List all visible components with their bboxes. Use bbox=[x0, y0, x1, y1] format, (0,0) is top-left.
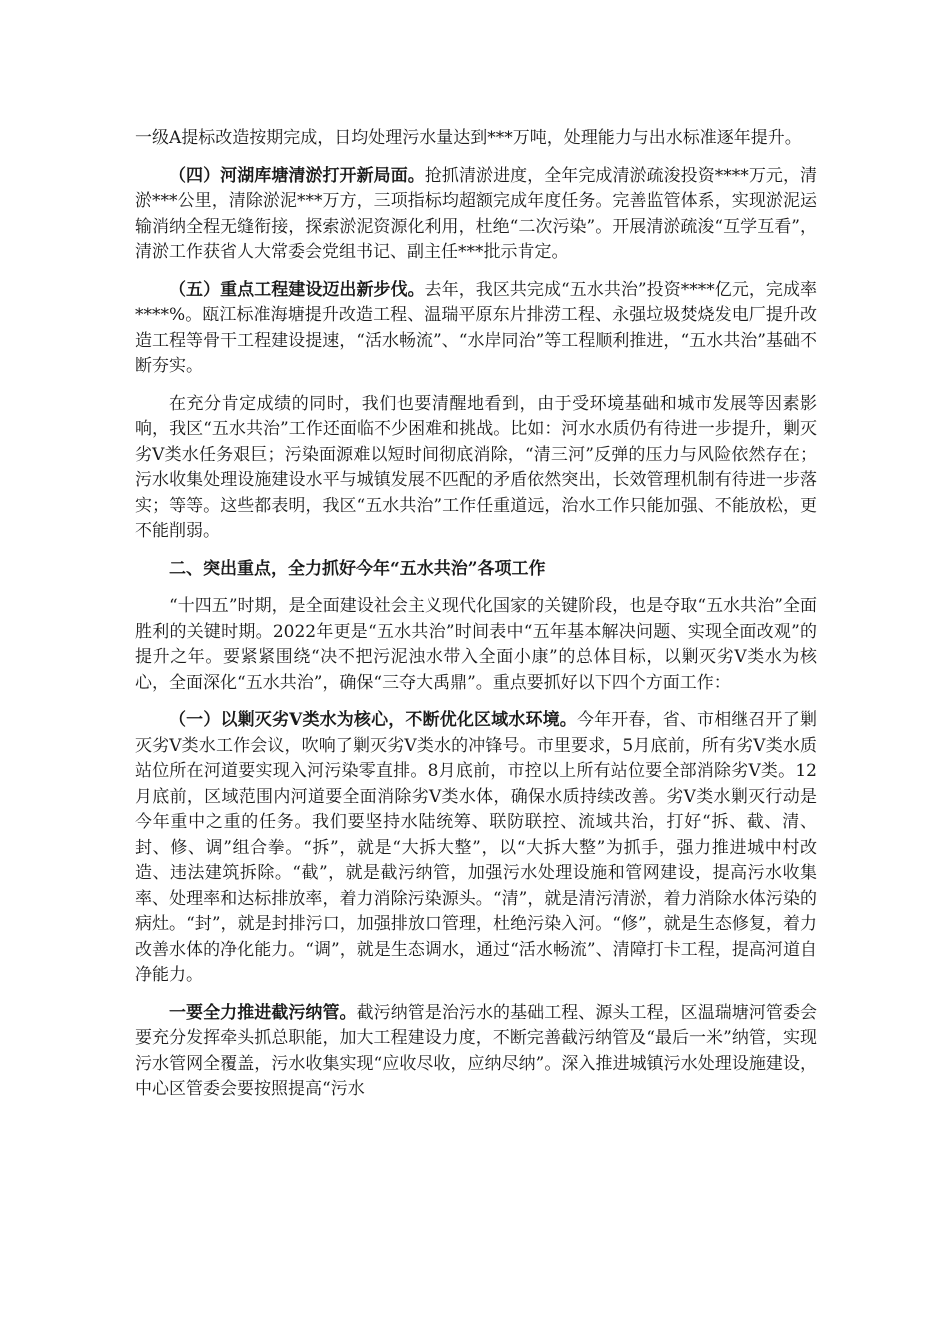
paragraph-intro bbox=[135, 594, 817, 696]
section-lead: （一）以剿灭劣Ⅴ类水为核心，不断优化区域水环境。 bbox=[169, 710, 577, 730]
paragraph-text: “十四五”时期，是全面建设社会主义现代化国家的关键阶段，也是夺取“五水共治”全面胜利的关键时期。2022年更是“五水共治”时间表中“五年基本解决问题、实现全面改观”的提升之年。要紧紧围绕“决不把污泥浊水带入全面小康”的总体目标，以剿灭劣Ⅴ类水为核心，全面深化“五水共治”，确保“三夺大禹鼎”。重点要抓好以下四个方面工作： bbox=[135, 596, 817, 693]
section-lead: （四）河湖库塘清淤打开新局面。 bbox=[169, 165, 425, 186]
paragraph-continuation bbox=[135, 126, 817, 152]
paragraph-text: 截污纳管是治污水的基础工程、源头工程，区温瑞塘河管委会要充分发挥牵头抓总职能，加大工程建设力度，不断完善截污纳管及“最后一米”纳管，实现污水管网全覆盖，污水收集实现“应收尽收，应纳尽纳”。深入推进城镇污水处理设施建设，中心区管委会要按照提高“污水 bbox=[135, 1002, 818, 1099]
paragraph-point-1 bbox=[135, 1001, 817, 1103]
paragraph-text: 一级A提标改造按期完成，日均处理污水量达到***万吨，处理能力与出水标准逐年提升。 bbox=[135, 128, 802, 148]
paragraph-text: 抢抓清淤进度，全年完成清淤疏浚投资****万元，清淤***公里，清除淤泥***万方，三项指标均超额完成年度任务。完善监管体系，实现淤泥运输消纳全程无缝衔接，探索淤泥资源化利用，杜绝“二次污染”。开展清淤疏浚“互学互看”，清淤工作获省人大常委会党组书记、副主任***批示肯定。 bbox=[135, 165, 818, 262]
section-heading-2: 二、突出重点，全力抓好今年“五水共治”各项工作 bbox=[169, 558, 546, 579]
document-body bbox=[135, 126, 817, 1115]
paragraph-challenges bbox=[135, 392, 817, 545]
section-lead: 一要全力推进截污纳管。 bbox=[169, 1002, 357, 1023]
paragraph-text: 在充分肯定成绩的同时，我们也要清醒地看到，由于受环境基础和城市发展等因素影响，我区“五水共治”工作还面临不少困难和挑战。比如：河水水质仍有待进一步提升，剿灭劣Ⅴ类水任务艰巨；污染面源难以短时间彻底消除，“清三河”反弹的压力与风险依然存在；污水收集处理设施建设水平与城镇发展不匹配的矛盾依然突出，长效管理机制有待进一步落实；等等。这些都表明，我区“五水共治”工作任重道远，治水工作只能加强、不能放松，更不能削弱。 bbox=[135, 393, 817, 541]
paragraph-text: 去年，我区共完成“五水共治”投资****亿元，完成率****%。瓯江标准海塘提升改造工程、温瑞平原东片排涝工程、永强垃圾焚烧发电厂提升改造工程等骨干工程建设提速，“活水畅流”、“水岸同治”等工程顺利推进，“五水共治”基础不断夯实。 bbox=[135, 279, 817, 376]
paragraph-section-4 bbox=[135, 164, 817, 266]
section-lead: （五）重点工程建设迈出新步伐。 bbox=[169, 279, 425, 300]
paragraph-text: 今年开春，省、市相继召开了剿灭劣Ⅴ类水工作会议，吹响了剿灭劣Ⅴ类水的冲锋号。市里要求，5月底前，所有劣Ⅴ类水质站位所在河道要实现入河污染零直排。8月底前，市控以上所有站位要全部消除劣Ⅴ类。12月底前，区域范围内河道要全面消除劣Ⅴ类水体，确保水质持续改善。劣Ⅴ类水剿灭行动是今年重中之重的任务。我们要坚持水陆统筹、联防联控、流域共治，打好“拆、截、清、封、修、调”组合拳。“拆”，就是“大拆大整”，以“大拆大整”为抓手，强力推进城中村改造、违法建筑拆除。“截”，就是截污纳管，加强污水处理设施和管网建设，提高污水收集率、处理率和达标排放率，着力消除污染源头。“清”，就是清污清淤，着力消除水体污染的病灶。“封”，就是封排污口，加强排放口管理，杜绝污染入河。“修”，就是生态修复，着力改善水体的净化能力。“调”，就是生态调水，通过“活水畅流”、清障打卡工程，提高河道自净能力。 bbox=[135, 710, 817, 985]
paragraph-section-5 bbox=[135, 278, 817, 380]
paragraph-subsection-1 bbox=[135, 708, 817, 989]
